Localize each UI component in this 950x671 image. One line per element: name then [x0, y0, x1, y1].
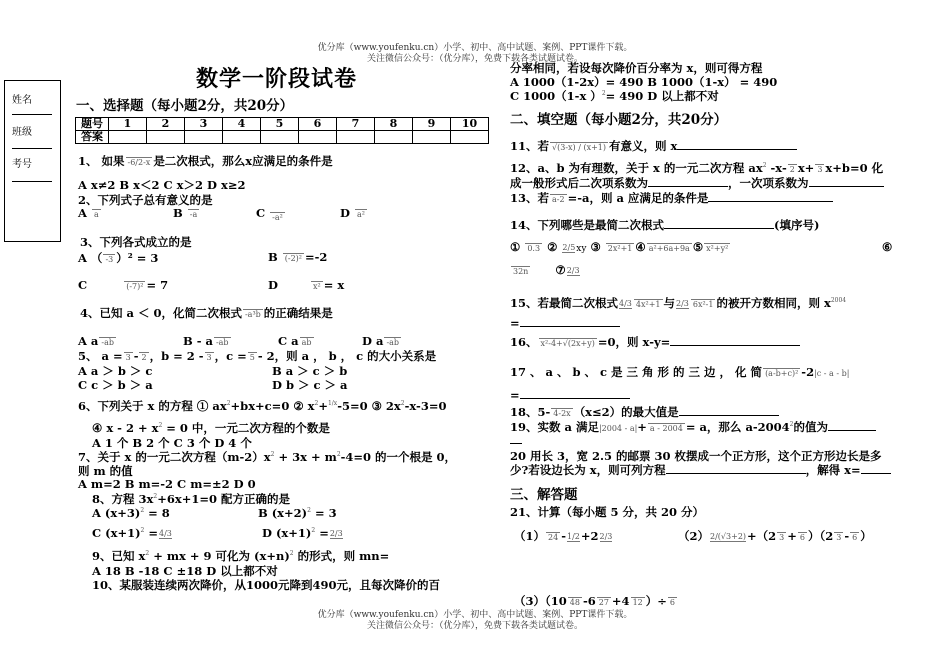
- answer-table: [75, 117, 489, 144]
- question-19-blank-cont: [510, 433, 522, 447]
- answer-cell[interactable]: [299, 131, 337, 144]
- question-8-option-b: B $(x+2)^2 = 3$: [258, 506, 337, 520]
- table-cell-number: 6: [299, 118, 337, 131]
- question-8-option-a: A $(x+3)^2 = 8$: [92, 506, 170, 520]
- header-line-2: 关注微信公众号：（优分库），免费下载各类试题试卷。: [366, 54, 583, 64]
- table-row-numbers: [76, 118, 489, 131]
- question-3-option-d: D x² = x: [268, 278, 345, 292]
- answer-cell[interactable]: [375, 131, 413, 144]
- answer-blank[interactable]: [861, 463, 891, 474]
- answer-blank[interactable]: [520, 388, 630, 399]
- question-9: 9、已知 $x^2$ + mx + 9 可化为 $(x+n)^2$ 的形式，则 mn=: [92, 549, 390, 563]
- question-17-line-2: =: [510, 388, 630, 402]
- question-1: 1、 如果 -6/2-x 是二次根式，那么x应满足的条件是: [78, 154, 333, 168]
- answer-blank[interactable]: [679, 405, 779, 416]
- table-label-answer: 答案: [76, 131, 109, 144]
- question-14: 14、下列哪些是最简二次根式 (填序号): [510, 218, 820, 232]
- table-row-answers: [76, 131, 489, 144]
- table-cell-number: 3: [185, 118, 223, 131]
- question-1-options: A x≠2 B x＜2 C x＞2 D x≥2: [78, 178, 246, 192]
- radical: -6/2-x: [127, 158, 151, 167]
- question-5-option-a: A a ＞ b ＞ c: [78, 364, 153, 378]
- answer-cell[interactable]: [185, 131, 223, 144]
- answer-blank[interactable]: [828, 420, 876, 431]
- answer-blank[interactable]: [510, 433, 522, 444]
- answer-cell[interactable]: [337, 131, 375, 144]
- id-label: 考号: [12, 159, 32, 170]
- question-21-part-2: （2） 2/(√3+2) +（2 3 + 6 ）（2 3 - 6 ）: [678, 529, 872, 543]
- answer-cell[interactable]: [451, 131, 489, 144]
- question-7-options: A m=2 B m=-2 C m=±2 D 0: [78, 477, 256, 491]
- question-19: 19、实数 a 满足|2004 - a|+ a - 2004 = a，那么 a-2004$^2$的值为: [510, 419, 876, 435]
- question-11: 11、若 √(3-x) / (x+1) 有意义，则 x: [510, 138, 797, 154]
- question-8-option-c: C $(x+1)^2$ = 4/3: [92, 526, 172, 540]
- answer-cell[interactable]: [147, 131, 185, 144]
- question-20: 20 用长 3，宽 2.5 的邮票 30 枚摆成一个正方形，这个正方形边长是多: [510, 449, 882, 463]
- answer-blank[interactable]: [809, 176, 884, 187]
- question-5-option-b: B a ＞ c ＞ b: [272, 364, 348, 378]
- section-solve-heading: 三、解答题: [510, 487, 578, 503]
- question-8-option-d: D $(x+1)^2$ = 2/3: [262, 526, 343, 540]
- question-4: 4、已知 a ＜ 0，化简二次根式 -a³b 的正确结果是: [80, 306, 333, 320]
- question-6-options: A 1 个 B 2 个 C 3 个 D 4 个: [92, 436, 252, 450]
- id-line: [12, 181, 52, 182]
- table-cell-number: 2: [147, 118, 185, 131]
- answer-blank[interactable]: [666, 463, 806, 474]
- table-cell-number: 8: [375, 118, 413, 131]
- table-cell-number: 4: [223, 118, 261, 131]
- question-10-options-cd: C 1000（1-x ）$^2$= 490 D 以上都不对: [510, 89, 719, 103]
- question-2: 2、下列式子总有意义的是: [78, 193, 213, 207]
- question-5: 5、 a = 3 - 2 ，b = 2 - 3 ，c = 5 - 2，则 a ， b ， c 的大小关系是: [78, 349, 437, 363]
- question-18: 18、5- 4-2x （x≤2）的最大值是: [510, 404, 779, 420]
- question-9-options: A 18 B -18 C ±18 D 以上都不对: [92, 564, 278, 578]
- question-17: 17 、 a 、 b 、 c 是 三 角 形 的 三 边 ， 化 简 (a-b+c)² -2|c - a - b|: [510, 365, 850, 379]
- question-5-option-c: C c ＞ b ＞ a: [78, 378, 153, 392]
- table-cell-number: 5: [261, 118, 299, 131]
- question-21-part-3: （3）（10 48 -6 27 +4 12 ）÷ 6: [514, 594, 675, 608]
- question-16: 16、 x²-4+√(2x+y) =0，则 x-y=: [510, 334, 800, 350]
- student-info-box: [4, 80, 61, 242]
- question-7: 7、关于 x 的一元二次方程$(m-2)x^2 + 3x + m^2-4=0$ 的一个根是 0，: [78, 450, 457, 464]
- question-3-option-b: B (-2)² =-2: [268, 250, 328, 264]
- class-line: [12, 148, 52, 149]
- question-21: 21、计算（每小题 5 分，共 20 分）: [510, 505, 705, 519]
- question-8: 8、方程 $3x^2+6x+1=0$ 配方正确的是: [92, 492, 290, 506]
- question-21-part-1: （1） 24 - 1/2 +2 2/3: [514, 529, 613, 543]
- table-label-number: 题号: [76, 118, 109, 131]
- answer-blank[interactable]: [664, 218, 774, 229]
- answer-blank[interactable]: [677, 139, 797, 150]
- question-14-items-2: 32n ⑦ 2/3: [513, 263, 580, 277]
- question-6: 6、下列关于 x 的方程 ① $ax^2+bx+c=0$ ② $x^2+^{1/x}-5=0$ ③ $2x^2-x-3=0$: [78, 399, 447, 413]
- table-cell-number: 9: [413, 118, 451, 131]
- answer-cell[interactable]: [109, 131, 147, 144]
- answer-blank[interactable]: [648, 176, 728, 187]
- answer-cell[interactable]: [223, 131, 261, 144]
- table-cell-number: 7: [337, 118, 375, 131]
- question-15-line-2: =: [510, 316, 620, 330]
- table-cell-number: 1: [109, 118, 147, 131]
- question-3-option-c: C (-7)² = 7: [78, 278, 169, 292]
- section-fill-heading: 二、填空题（每小题2分，共20分）: [510, 112, 728, 128]
- question-7-line-2: 则 m 的值: [78, 464, 133, 478]
- table-cell-number: 10: [451, 118, 489, 131]
- question-14-items: ① 0.3 ② 2/5 xy ③ 2x²+1 ④ a²+6a+9a ⑤ x²+y² ⑥: [510, 240, 893, 254]
- question-20-line-2: 少?若设边长为 x，则可列方程 ，解得 x=: [510, 462, 891, 478]
- name-label: 姓名: [12, 95, 32, 106]
- class-label: 班级: [12, 127, 32, 138]
- footer-line-1: 优分库（www.youfenku.cn）小学、初中、高中试题、案例、PPT课件下载。: [317, 610, 633, 620]
- name-line: [12, 114, 52, 115]
- question-6-line-2: ④ $x - 2 + x^2 = 0$ 中，一元二次方程的个数是: [92, 421, 330, 435]
- question-15: 15、若最简二次根式 4/3 4x²+1 与 2/3 6x²-1 的被开方数相同，则 $x^{2004}$: [510, 296, 847, 310]
- question-13: 13、若 a-2 =-a，则 a 应满足的条件是: [510, 190, 833, 206]
- question-5-option-d: D b ＞ c ＞ a: [272, 378, 348, 392]
- question-3-option-a: A （ -3 ）² = 3: [78, 251, 159, 265]
- page-title: 数学一阶段试卷: [196, 66, 358, 92]
- answer-cell[interactable]: [413, 131, 451, 144]
- footer-line-2: 关注微信公众号：（优分库），免费下载各类试题试卷。: [366, 621, 583, 631]
- question-10-options-ab: A 1000（1-2x）= 490 B 1000（1-x） = 490: [510, 75, 778, 89]
- question-4-options: A a -ab B - a -ab C a ab D a -ab: [78, 334, 400, 348]
- answer-blank[interactable]: [520, 316, 620, 327]
- question-12: 12、a、b 为有理数，关于 x 的一元二次方程 $ax^2$ -x- 2 x+ 3 x+b=0 化: [510, 161, 884, 175]
- answer-blank[interactable]: [670, 335, 800, 346]
- question-3: 3、下列各式成立的是: [80, 235, 192, 249]
- question-10-continued: 分率相同，若设每次降价百分率为 x，则可得方程: [510, 61, 763, 75]
- section-choice-heading: 一、选择题（每小题2分，共20分）: [76, 98, 294, 114]
- header-line-1: 优分库（www.youfenku.cn）小学、初中、高中试题、案例、PPT课件下载。: [317, 43, 633, 53]
- question-10: 10、某服装连续两次降价，从1000元降到490元，且每次降价的百: [92, 578, 441, 592]
- question-12-line-2: 成一般形式后二次项系数为 ，一次项系数为: [510, 175, 884, 191]
- answer-blank[interactable]: [708, 191, 833, 202]
- question-2-options: A a B -a C -a² D a²: [78, 206, 365, 222]
- answer-cell[interactable]: [261, 131, 299, 144]
